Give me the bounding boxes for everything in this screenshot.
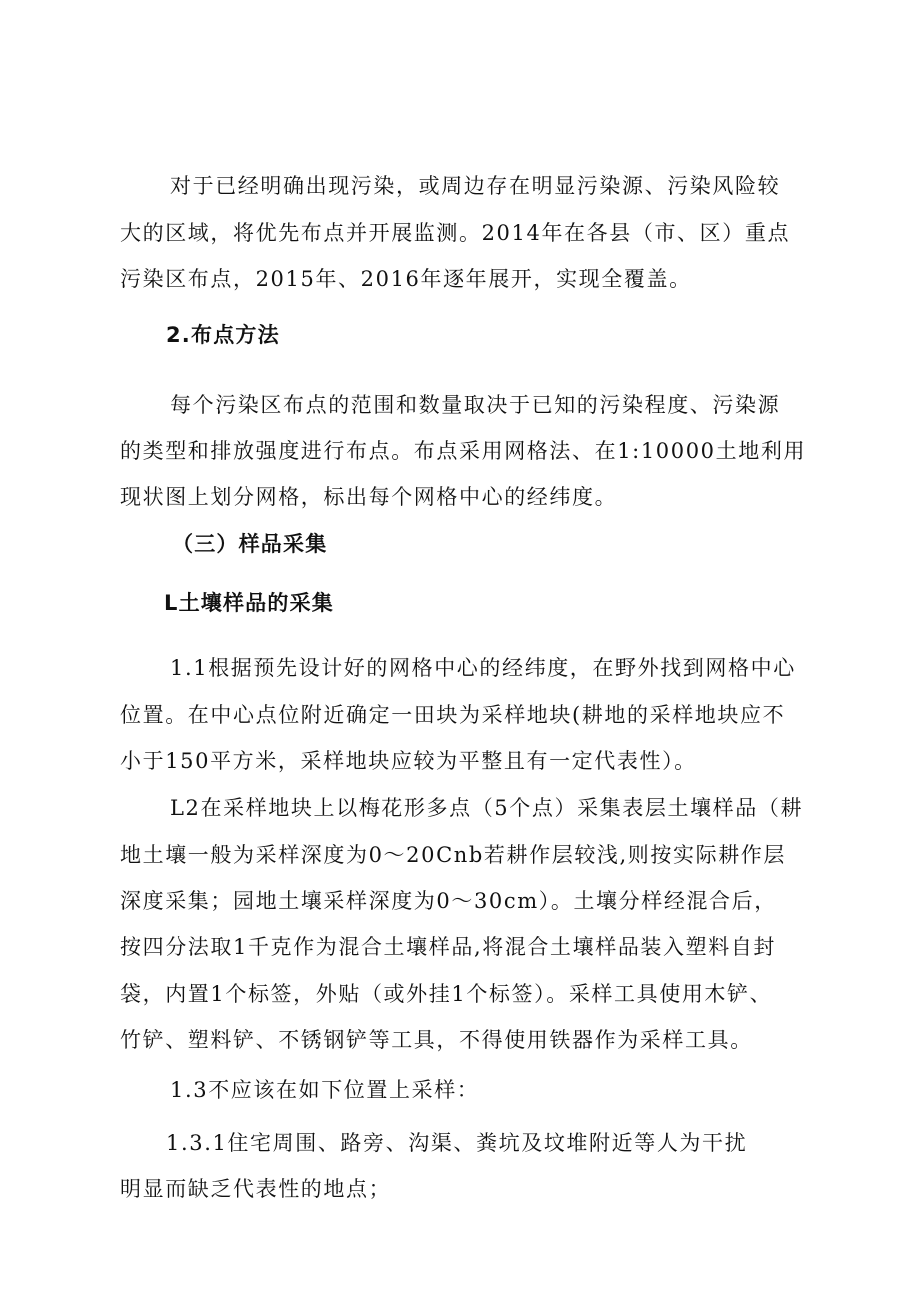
paragraph-1-3-1-line-1: 1.3.1住宅周围、路旁、沟渠、粪坑及坟堆附近等人为干扰 (166, 1131, 748, 1155)
paragraph-pollution-priority-line-3: 污染区布点，2015年、2016年逐年展开，实现全覆盖。 (120, 267, 692, 291)
paragraph-1-2-line-1: L2在采样地块上以梅花形多点（5个点）采集表层土壤样品（耕 (170, 796, 804, 820)
paragraph-pollution-priority-line-2: 大的区域，将优先布点并开展监测。2014年在各县（市、区）重点 (120, 221, 791, 245)
paragraph-layout-range-line-2: 的类型和排放强度进行布点。布点采用网格法、在1:10000土地利用 (120, 439, 807, 463)
paragraph-1-2-line-6: 竹铲、塑料铲、不锈钢铲等工具，不得使用铁器作为采样工具。 (120, 1028, 753, 1052)
paragraph-1-1-line-1: 1.1根据预先设计好的网格中心的经纬度，在野外找到网格中心 (170, 656, 796, 680)
paragraph-1-2-line-3: 深度采集；园地土壤采样深度为0～30cm）。土壤分样经混合后， (120, 889, 777, 913)
paragraph-1-3-line-1: 1.3不应该在如下位置上采样： (170, 1078, 480, 1102)
paragraph-1-2-line-4: 按四分法取1千克作为混合土壤样品,将混合土壤样品装入塑料自封 (120, 935, 777, 959)
paragraph-1-3-1-line-2: 明显而缺乏代表性的地点； (120, 1177, 392, 1201)
paragraph-layout-range-line-1: 每个污染区布点的范围和数量取决于已知的污染程度、污染源 (170, 393, 781, 417)
paragraph-1-1-line-3: 小于150平方米，采样地块应较为平整且有一定代表性）。 (120, 749, 697, 773)
paragraph-1-1-line-2: 位置。在中心点位附近确定一田块为采样地块(耕地的采样地块应不 (120, 703, 786, 727)
heading-soil-sample-collection: L土壤样品的采集 (164, 591, 334, 615)
paragraph-pollution-priority-line-1: 对于已经明确出现污染，或周边存在明显污染源、污染风险较 (170, 174, 781, 198)
paragraph-1-2-line-2: 地土壤一般为采样深度为0～20Cnb若耕作层较浅,则按实际耕作层 (120, 843, 786, 867)
paragraph-layout-range-line-3: 现状图上划分网格，标出每个网格中心的经纬度。 (120, 485, 618, 509)
heading-sample-collection: （三）样品采集 (172, 532, 328, 556)
heading-layout-method: 2.布点方法 (166, 323, 280, 347)
paragraph-1-2-line-5: 袋，内置1个标签，外贴（或外挂1个标签）。采样工具使用木铲、 (120, 982, 773, 1006)
